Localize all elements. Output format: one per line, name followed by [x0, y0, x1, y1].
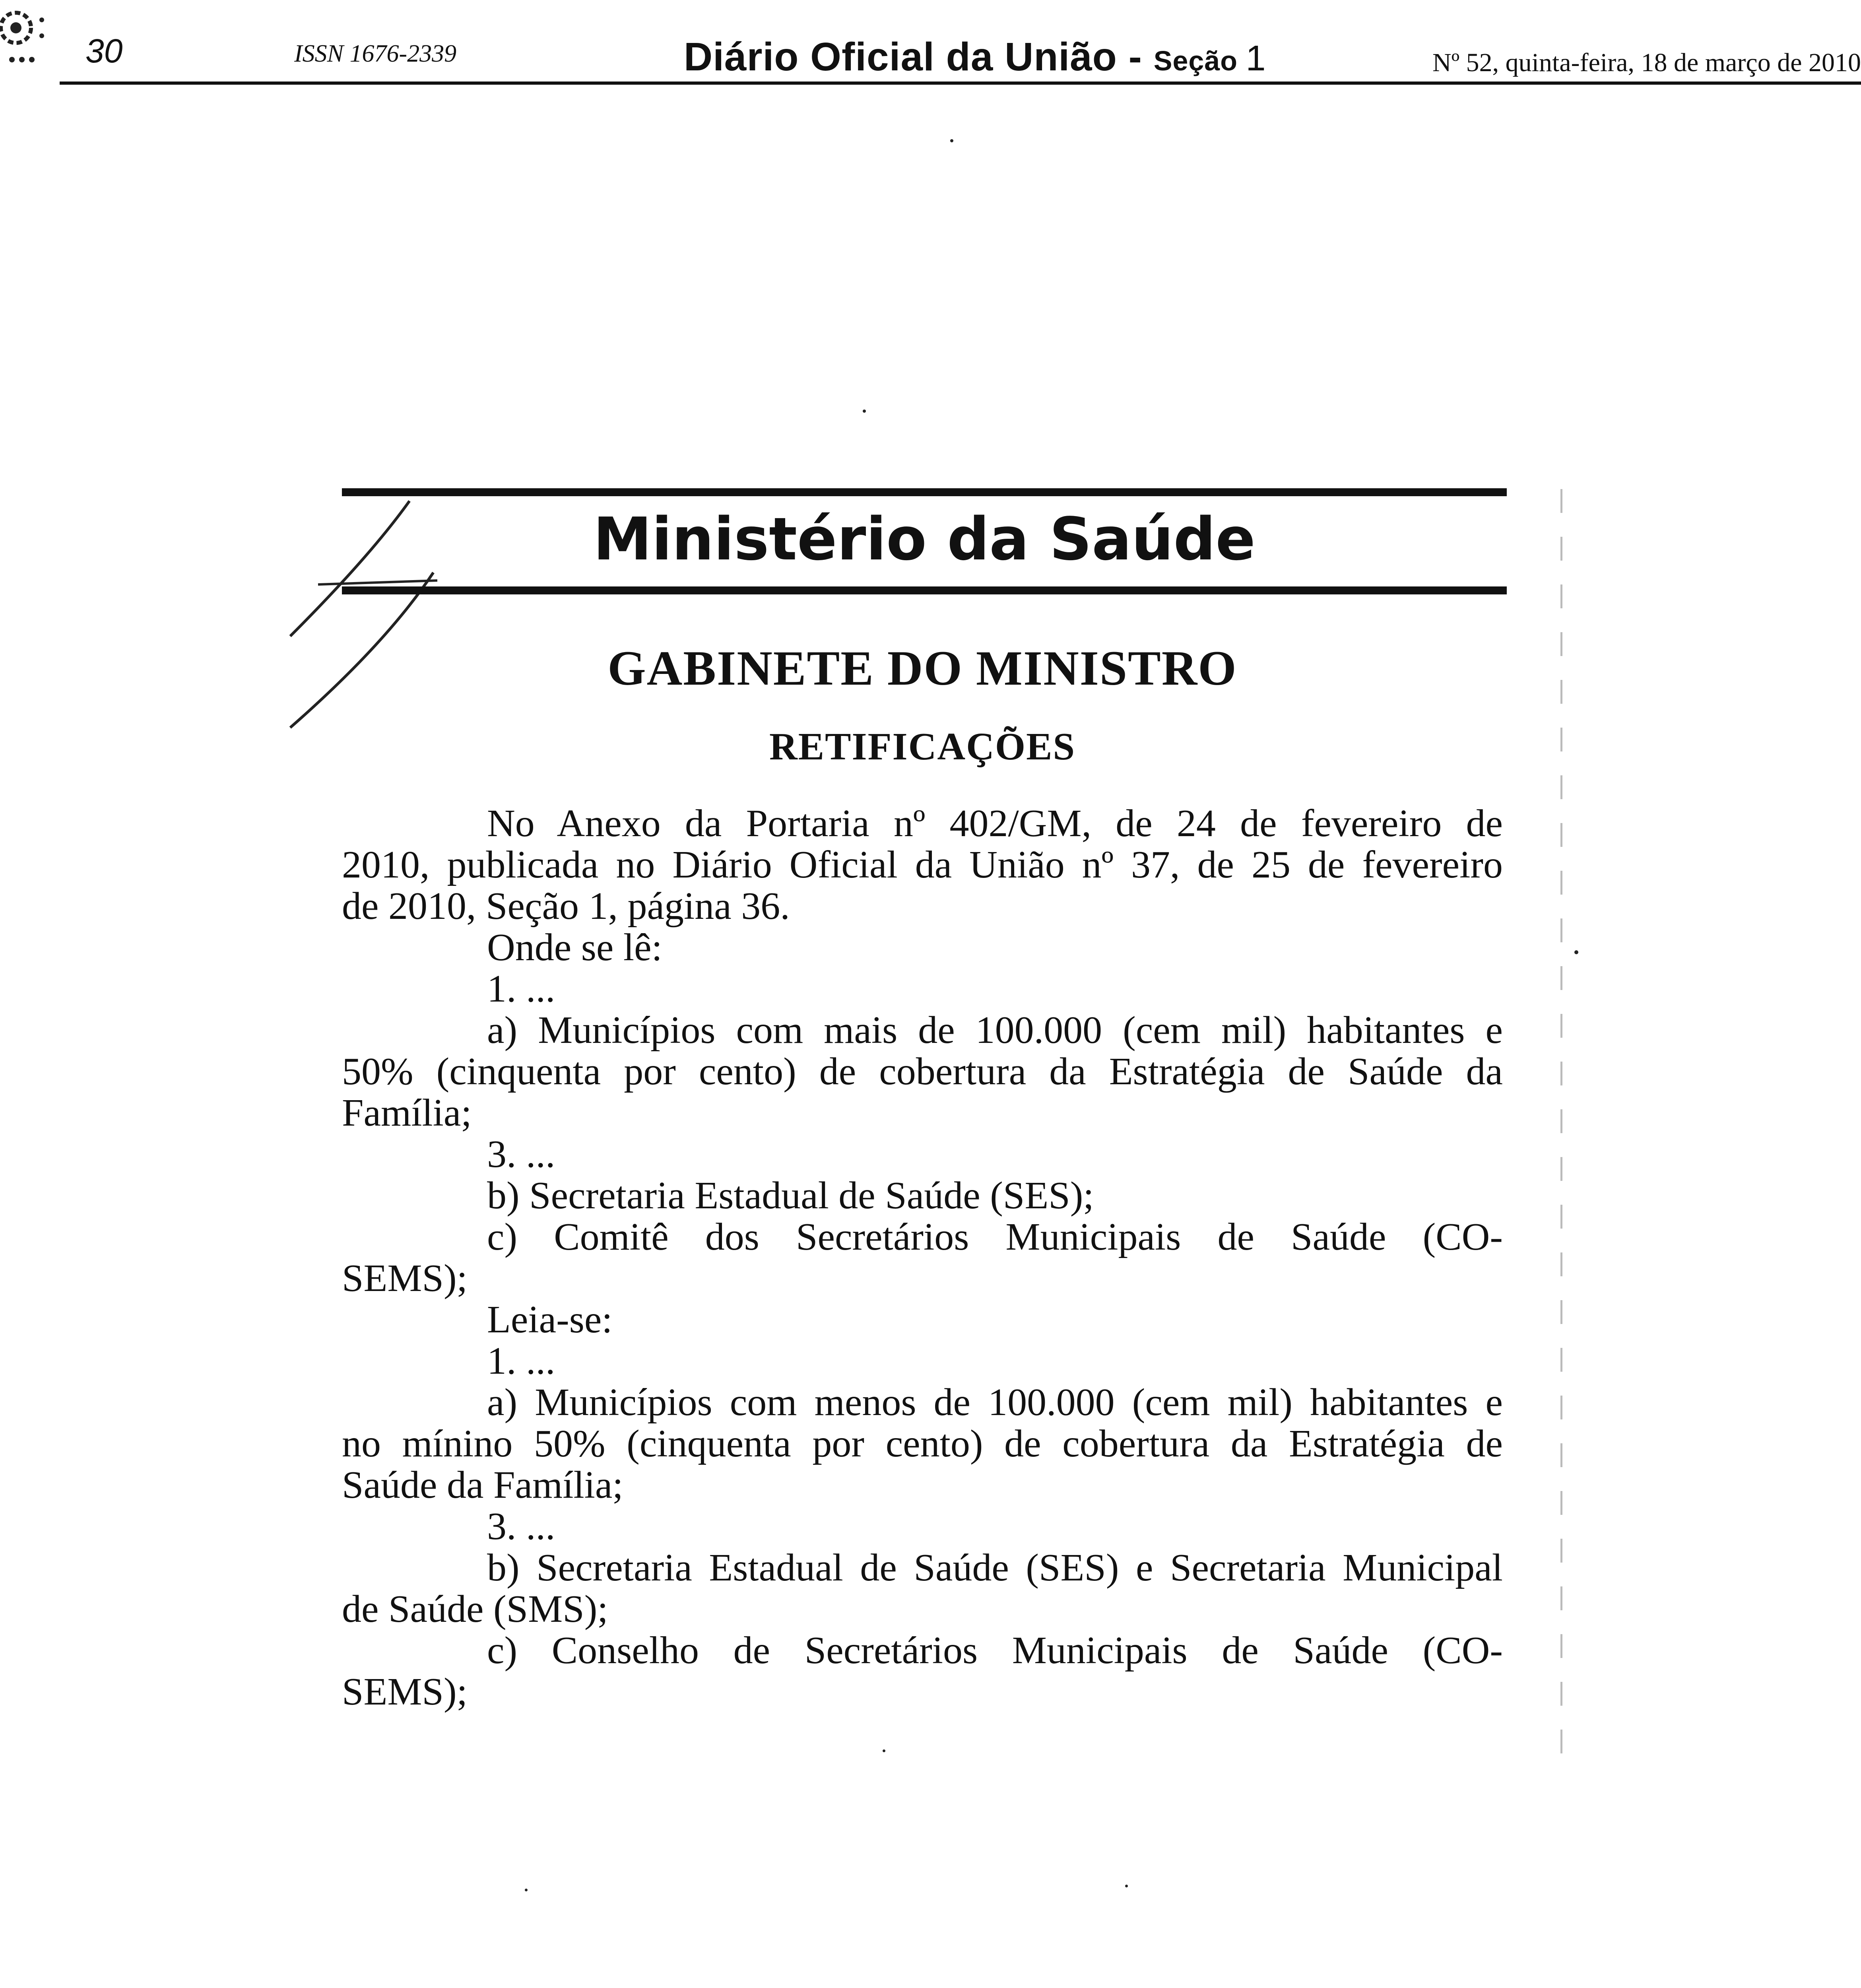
clause-line: SEMS); [342, 1257, 468, 1300]
intro-line: 2010, publicada no Diário Oficial da União nº 37, de 25 de fevereiro [342, 843, 1503, 886]
column-divider [1560, 489, 1562, 1769]
clause-line: Família; [342, 1091, 472, 1134]
scan-speck [863, 410, 866, 413]
section-label: Seção [1153, 45, 1246, 76]
gazette-title [684, 34, 1266, 80]
ministry-title: Ministério da Saúde [593, 505, 1256, 573]
ministry-rule-bottom [342, 586, 1507, 594]
ministry-rule-top [342, 488, 1507, 496]
item-number: 3. ... [487, 1505, 555, 1548]
clause-line: no mínino 50% (cinquenta por cento) de cobertura da Estratégia de [342, 1422, 1503, 1465]
page-number: 30 [85, 32, 123, 70]
section-number: 1 [1246, 39, 1266, 78]
gazette-name: Diário Oficial da União - [684, 35, 1154, 79]
section-heading: RETIFICAÇÕES [769, 725, 1076, 768]
scan-speck [950, 139, 953, 142]
clause-line: c) Conselho de Secretários Municipais de Saúde (CO- [487, 1629, 1503, 1672]
scan-speck [1574, 950, 1578, 954]
leia-se-label: Leia-se: [487, 1298, 613, 1341]
scan-speck [883, 1749, 885, 1752]
clause-line: SEMS); [342, 1670, 468, 1713]
onde-se-le-label: Onde se lê: [487, 926, 662, 969]
item-number: 1. ... [487, 967, 555, 1010]
cabinet-heading: GABINETE DO MINISTRO [607, 641, 1237, 695]
item-number: 1. ... [487, 1340, 555, 1382]
clause-line: b) Secretaria Estadual de Saúde (SES) e Secretaria Municipal [487, 1546, 1503, 1589]
issn: ISSN 1676-2339 [294, 40, 457, 67]
clause-line: c) Comitê dos Secretários Municipais de Saúde (CO- [487, 1215, 1503, 1258]
clause-line: a) Municípios com mais de 100.000 (cem mil) habitantes e [487, 1009, 1503, 1052]
intro-line: No Anexo da Portaria nº 402/GM, de 24 de fevereiro de [487, 802, 1503, 845]
scan-speck [525, 1889, 528, 1891]
scan-speck [1125, 1885, 1128, 1887]
clause-line: de Saúde (SMS); [342, 1588, 608, 1631]
clause-line: b) Secretaria Estadual de Saúde (SES); [487, 1174, 1094, 1217]
official-seal-icon [0, 0, 52, 72]
document-body [342, 640, 1503, 1712]
header-divider [60, 82, 1861, 85]
clause-line: a) Municípios com menos de 100.000 (cem mil) habitantes e [487, 1381, 1503, 1424]
clause-line: Saúde da Família; [342, 1464, 623, 1507]
issue-date: Nº 52, quinta-feira, 18 de março de 2010 [1432, 48, 1861, 77]
item-number: 3. ... [487, 1133, 555, 1176]
clause-line: 50% (cinquenta por cento) de cobertura da Estratégia de Saúde da [342, 1050, 1503, 1093]
page-header [0, 0, 1861, 80]
intro-line: de 2010, Seção 1, página 36. [342, 885, 790, 928]
